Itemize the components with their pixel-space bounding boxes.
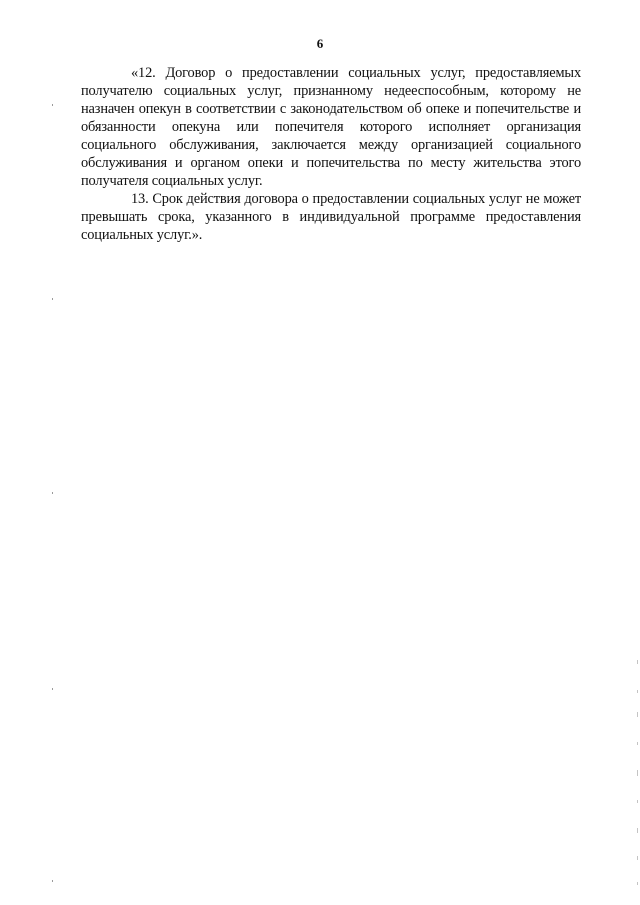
scan-mark	[637, 742, 638, 745]
scan-mark	[52, 298, 53, 300]
paragraph-12: «12. Договор о предоставлении социальных услуг, предоставляемых получателю социальных услуг, признанному недееспособным, которому не назначен опекун в соответствии с законодательством об опеке и попечительстве и обязанности опекуна или попечителя которого исполняет организация социального обслуживания, заключается между организацией социального обслуживания и органом опеки и попечительства по месту жительства этого получателя социальных услуг.	[81, 65, 581, 189]
scan-mark	[637, 770, 638, 776]
scan-mark	[637, 800, 638, 803]
scan-mark	[637, 882, 638, 885]
document-body	[81, 64, 581, 244]
scan-mark	[637, 828, 638, 833]
scan-mark	[637, 660, 638, 664]
scan-mark	[637, 712, 638, 717]
scan-mark	[52, 880, 53, 882]
scan-mark	[52, 104, 53, 106]
page-number: 6	[316, 36, 324, 51]
scan-mark	[637, 690, 638, 693]
paragraph-13: 13. Срок действия договора о предоставлении социальных услуг не может превышать срока, указанного в индивидуальной программе предоставления социальных услуг.».	[81, 191, 581, 243]
scan-mark	[52, 688, 53, 690]
scan-mark	[52, 492, 53, 494]
scan-mark	[637, 856, 638, 860]
